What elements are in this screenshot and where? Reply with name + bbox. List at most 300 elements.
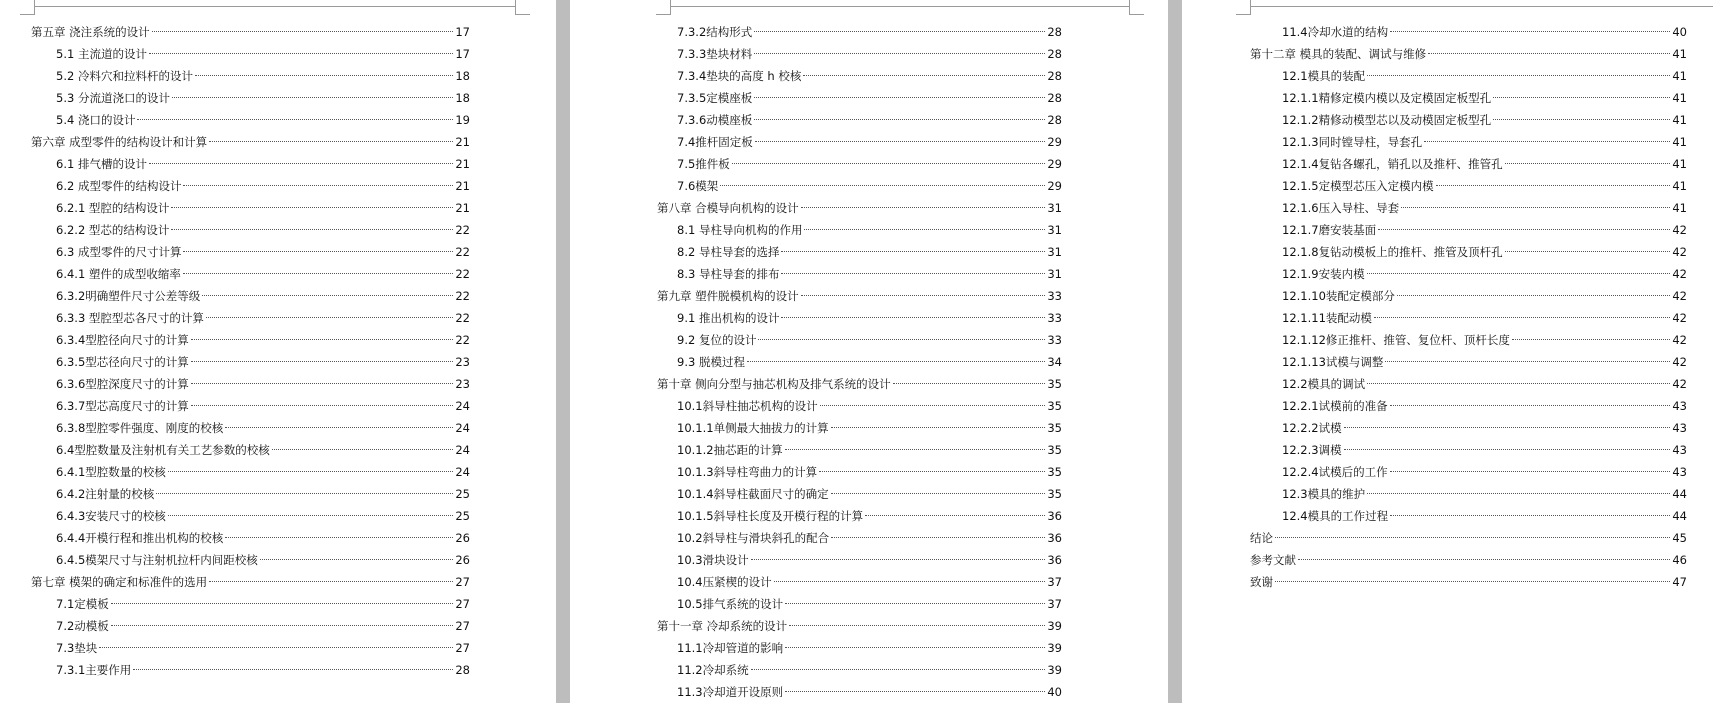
toc-entry[interactable] — [1282, 373, 1687, 395]
toc-dot-leader — [781, 251, 1045, 252]
toc-dot-leader — [785, 603, 1045, 604]
toc-dot-leader — [183, 185, 453, 186]
page-gap — [556, 0, 570, 703]
toc-entry[interactable] — [1282, 21, 1687, 43]
toc-entry[interactable] — [1250, 527, 1687, 549]
toc-dot-leader — [168, 471, 454, 472]
toc-entry[interactable] — [1282, 285, 1687, 307]
toc-entry-title: 12.2模具的调试 — [1282, 377, 1366, 391]
toc-entry[interactable] — [56, 593, 470, 615]
toc-entry-page-number: 43 — [1672, 421, 1687, 435]
toc-dot-leader — [1493, 119, 1670, 120]
toc-entry[interactable] — [56, 307, 470, 329]
toc-entry-page-number: 33 — [1047, 333, 1062, 347]
toc-entry[interactable] — [56, 395, 470, 417]
toc-dot-leader — [272, 449, 454, 450]
toc-entry-title: 6.3.8型腔零件强度、刚度的校核 — [56, 421, 224, 435]
toc-entry[interactable] — [1282, 351, 1687, 373]
toc-entry[interactable] — [56, 197, 470, 219]
toc-entry[interactable] — [677, 395, 1062, 417]
toc-dot-leader — [803, 75, 1045, 76]
toc-entry-page-number: 31 — [1047, 201, 1062, 215]
toc-entry-title: 7.3垫块 — [56, 641, 98, 655]
toc-dot-leader — [785, 449, 1046, 450]
toc-entry[interactable] — [1282, 197, 1687, 219]
toc-entry-title: 12.2.4试模后的工作 — [1282, 465, 1388, 479]
toc-entry[interactable] — [677, 659, 1062, 681]
toc-entry-title: 5.3 分流道浇口的设计 — [56, 91, 170, 105]
toc-dot-leader — [801, 207, 1046, 208]
toc-entry[interactable] — [677, 593, 1062, 615]
toc-entry-title: 6.3.6型腔深度尺寸的计算 — [56, 377, 189, 391]
toc-entry[interactable] — [56, 373, 470, 395]
toc-entry-title: 12.1.3同时镗导柱，导套孔 — [1282, 135, 1423, 149]
toc-dot-leader — [202, 295, 453, 296]
toc-entry-page-number: 22 — [455, 311, 470, 325]
toc-entry-page-number: 22 — [455, 245, 470, 259]
page-gap — [1168, 0, 1182, 703]
toc-entry-page-number: 25 — [455, 509, 470, 523]
toc-dot-leader — [149, 53, 453, 54]
toc-entry-title: 6.3.2明确塑件尺寸公差等级 — [56, 289, 201, 303]
toc-entry[interactable] — [1282, 483, 1687, 505]
toc-entry-title: 5.1 主流道的设计 — [56, 47, 147, 61]
toc-entry-page-number: 35 — [1047, 465, 1062, 479]
toc-entry-page-number: 41 — [1672, 135, 1687, 149]
toc-dot-leader — [183, 251, 453, 252]
toc-entry-title: 第十章 侧向分型与抽芯机构及排气系统的设计 — [657, 377, 891, 391]
toc-entry-page-number: 37 — [1047, 597, 1062, 611]
toc-dot-leader — [156, 493, 453, 494]
toc-dot-leader — [789, 625, 1045, 626]
toc-entry[interactable] — [1282, 461, 1687, 483]
toc-entry-title: 6.2.1 型腔的结构设计 — [56, 201, 170, 215]
toc-entry[interactable] — [677, 43, 1062, 65]
toc-entry-page-number: 35 — [1047, 443, 1062, 457]
toc-dot-leader — [99, 647, 453, 648]
toc-entry-title: 结论 — [1250, 531, 1273, 545]
toc-entry[interactable] — [677, 549, 1062, 571]
toc-dot-leader — [820, 405, 1046, 406]
toc-entry-page-number: 24 — [455, 421, 470, 435]
toc-entry[interactable] — [677, 65, 1062, 87]
toc-dot-leader — [1378, 229, 1670, 230]
toc-dot-leader — [191, 405, 454, 406]
toc-dot-leader — [751, 669, 1046, 670]
toc-entry-title: 12.1.13试模与调整 — [1282, 355, 1384, 369]
toc-dot-leader — [1512, 339, 1670, 340]
toc-entry-page-number: 18 — [455, 69, 470, 83]
toc-entry[interactable] — [657, 197, 1062, 219]
toc-dot-leader — [893, 383, 1046, 384]
toc-entry-page-number: 28 — [455, 663, 470, 677]
toc-entry[interactable] — [1282, 505, 1687, 527]
toc-entry[interactable] — [56, 527, 470, 549]
toc-entry-title: 第五章 浇注系统的设计 — [31, 25, 150, 39]
toc-entry[interactable] — [677, 637, 1062, 659]
toc-entry[interactable] — [56, 615, 470, 637]
toc-entry[interactable] — [56, 219, 470, 241]
toc-entry[interactable] — [677, 131, 1062, 153]
toc-entry[interactable] — [56, 153, 470, 175]
toc-page-2 — [570, 0, 1168, 703]
margin-corner-mark — [515, 0, 530, 15]
toc-entry[interactable] — [677, 351, 1062, 373]
toc-entry[interactable] — [1282, 131, 1687, 153]
toc-entry-title: 7.2动模板 — [56, 619, 109, 633]
toc-dot-leader — [225, 427, 453, 428]
toc-entry-title: 12.1.1精修定模内模以及定模固定板型孔 — [1282, 91, 1492, 105]
toc-entry[interactable] — [677, 153, 1062, 175]
toc-entry-title: 8.1 导柱导向机构的作用 — [677, 223, 803, 237]
toc-entry-page-number: 21 — [455, 135, 470, 149]
toc-entry-title: 12.1.5定模型芯压入定模内模 — [1282, 179, 1434, 193]
toc-entry-title: 11.3冷却道开设原则 — [677, 685, 784, 699]
toc-entry[interactable] — [56, 175, 470, 197]
toc-entry-page-number: 27 — [455, 641, 470, 655]
toc-entry[interactable] — [1282, 307, 1687, 329]
toc-dot-leader — [754, 31, 1045, 32]
toc-entry[interactable] — [1250, 549, 1687, 571]
margin-guide-line — [34, 6, 516, 7]
toc-entry[interactable] — [677, 483, 1062, 505]
toc-dot-leader — [801, 295, 1046, 296]
toc-entry[interactable] — [677, 109, 1062, 131]
margin-corner-mark — [656, 0, 671, 15]
toc-entry[interactable] — [56, 263, 470, 285]
toc-entry-page-number: 42 — [1672, 311, 1687, 325]
toc-entry[interactable] — [1282, 65, 1687, 87]
toc-entry-page-number: 31 — [1047, 223, 1062, 237]
toc-entry[interactable] — [1282, 87, 1687, 109]
toc-entry-title: 12.1.8复钻动模板上的推杆、推管及顶杆孔 — [1282, 245, 1503, 259]
toc-entry-page-number: 36 — [1047, 531, 1062, 545]
toc-entry-page-number: 35 — [1047, 399, 1062, 413]
toc-entry-page-number: 22 — [455, 289, 470, 303]
toc-entry-page-number: 41 — [1672, 179, 1687, 193]
toc-entry-page-number: 23 — [455, 377, 470, 391]
toc-entry-title: 第十一章 冷却系统的设计 — [657, 619, 788, 633]
toc-entry-page-number: 27 — [455, 597, 470, 611]
toc-entry-page-number: 42 — [1672, 355, 1687, 369]
toc-dot-leader — [1390, 405, 1671, 406]
toc-dot-leader — [1505, 251, 1671, 252]
toc-entry[interactable] — [56, 417, 470, 439]
toc-dot-leader — [754, 53, 1045, 54]
toc-entry-page-number: 40 — [1672, 25, 1687, 39]
toc-entry-page-number: 22 — [455, 223, 470, 237]
toc-entry[interactable] — [1282, 417, 1687, 439]
toc-entry[interactable] — [31, 21, 470, 43]
toc-dot-leader — [732, 163, 1046, 164]
toc-entry[interactable] — [657, 285, 1062, 307]
toc-entry[interactable] — [677, 461, 1062, 483]
toc-dot-leader — [1424, 141, 1670, 142]
toc-dot-leader — [191, 383, 454, 384]
toc-entry-page-number: 19 — [455, 113, 470, 127]
toc-entry-title: 7.3.1主要作用 — [56, 663, 132, 677]
toc-entry-page-number: 28 — [1047, 113, 1062, 127]
toc-entry[interactable] — [56, 505, 470, 527]
margin-corner-mark — [20, 0, 35, 15]
toc-entry[interactable] — [1282, 219, 1687, 241]
toc-entry-page-number: 24 — [455, 443, 470, 457]
toc-dot-leader — [152, 31, 454, 32]
toc-entry[interactable] — [657, 373, 1062, 395]
toc-entry-title: 12.1.6压入导柱、导套 — [1282, 201, 1400, 215]
toc-entry[interactable] — [1282, 439, 1687, 461]
toc-entry-page-number: 34 — [1047, 355, 1062, 369]
toc-dot-leader — [1367, 383, 1670, 384]
toc-dot-leader — [1401, 207, 1670, 208]
toc-entry-title: 6.3.5型芯径向尺寸的计算 — [56, 355, 189, 369]
toc-entry-page-number: 36 — [1047, 553, 1062, 567]
toc-entry[interactable] — [677, 175, 1062, 197]
toc-entry-page-number: 42 — [1672, 223, 1687, 237]
toc-dot-leader — [804, 229, 1045, 230]
toc-entry-page-number: 45 — [1672, 531, 1687, 545]
toc-entry-page-number: 29 — [1047, 135, 1062, 149]
toc-dot-leader — [260, 559, 454, 560]
toc-entry-page-number: 41 — [1672, 47, 1687, 61]
toc-entry-title: 11.1冷却管道的影响 — [677, 641, 784, 655]
toc-dot-leader — [754, 119, 1045, 120]
toc-entry-page-number: 27 — [455, 575, 470, 589]
toc-entry-page-number: 41 — [1672, 201, 1687, 215]
toc-entry[interactable] — [56, 241, 470, 263]
toc-entry[interactable] — [1282, 241, 1687, 263]
toc-entry-page-number: 42 — [1672, 245, 1687, 259]
toc-entry-title: 6.4.1型腔数量的校核 — [56, 465, 166, 479]
toc-entry-page-number: 42 — [1672, 377, 1687, 391]
toc-entry-page-number: 35 — [1047, 421, 1062, 435]
toc-entry-title: 10.4压紧楔的设计 — [677, 575, 772, 589]
toc-entry-page-number: 33 — [1047, 289, 1062, 303]
toc-entry-title: 6.4.1 塑件的成型收缩率 — [56, 267, 181, 281]
toc-entry[interactable] — [677, 329, 1062, 351]
toc-entry[interactable] — [677, 219, 1062, 241]
toc-entry-title: 10.1.2抽芯距的计算 — [677, 443, 783, 457]
toc-entry-title: 第八章 合模导向机构的设计 — [657, 201, 799, 215]
toc-entry-title: 12.1.4复钻各螺孔，销孔以及推杆、推管孔 — [1282, 157, 1503, 171]
toc-entry-page-number: 28 — [1047, 69, 1062, 83]
toc-entry[interactable] — [56, 43, 470, 65]
toc-entry-page-number: 36 — [1047, 509, 1062, 523]
margin-corner-mark — [1236, 0, 1251, 15]
toc-entry-page-number: 47 — [1672, 575, 1687, 589]
toc-entry[interactable] — [56, 285, 470, 307]
toc-entry-page-number: 41 — [1672, 91, 1687, 105]
toc-entry[interactable] — [56, 329, 470, 351]
toc-entry[interactable] — [677, 681, 1062, 703]
toc-entry[interactable] — [677, 417, 1062, 439]
toc-dot-leader — [781, 317, 1045, 318]
toc-entry-title: 12.1.11装配动模 — [1282, 311, 1372, 325]
toc-entry[interactable] — [56, 351, 470, 373]
toc-entry[interactable] — [677, 307, 1062, 329]
toc-entry[interactable] — [1282, 175, 1687, 197]
toc-dot-leader — [1436, 185, 1671, 186]
toc-entry-title: 7.5推件板 — [677, 157, 730, 171]
toc-dot-leader — [1275, 581, 1670, 582]
toc-entry[interactable] — [1282, 263, 1687, 285]
toc-entry-page-number: 46 — [1672, 553, 1687, 567]
toc-entry-page-number: 42 — [1672, 333, 1687, 347]
toc-entry-title: 12.2.2试模 — [1282, 421, 1342, 435]
toc-entry-page-number: 39 — [1047, 619, 1062, 633]
toc-dot-leader — [1367, 75, 1670, 76]
toc-entry-title: 6.4.5模架尺寸与注射机拉杆内间距校核 — [56, 553, 258, 567]
toc-entry-title: 6.4型腔数量及注射机有关工艺参数的校核 — [56, 443, 270, 457]
toc-dot-leader — [1390, 515, 1670, 516]
toc-entry-page-number: 28 — [1047, 91, 1062, 105]
toc-entry-title: 7.6模架 — [677, 179, 719, 193]
toc-entry-title: 10.1.4斜导柱截面尺寸的确定 — [677, 487, 829, 501]
toc-entry-page-number: 28 — [1047, 25, 1062, 39]
toc-entry[interactable] — [56, 659, 470, 681]
toc-entry[interactable] — [1250, 571, 1687, 593]
toc-entry[interactable] — [1282, 329, 1687, 351]
toc-dot-leader — [1344, 427, 1671, 428]
toc-dot-leader — [1374, 317, 1670, 318]
toc-entry-page-number: 24 — [455, 399, 470, 413]
toc-entry-page-number: 21 — [455, 157, 470, 171]
toc-entry-title: 9.3 脱模过程 — [677, 355, 745, 369]
toc-dot-leader — [133, 669, 453, 670]
toc-dot-leader — [183, 273, 453, 274]
toc-dot-leader — [785, 647, 1045, 648]
toc-entry-page-number: 43 — [1672, 465, 1687, 479]
toc-entry[interactable] — [31, 571, 470, 593]
toc-entry-page-number: 41 — [1672, 113, 1687, 127]
toc-entry-title: 10.1.1单侧最大抽拔力的计算 — [677, 421, 829, 435]
toc-entry[interactable] — [677, 241, 1062, 263]
toc-entry[interactable] — [31, 131, 470, 153]
toc-entry-title: 10.3滑块设计 — [677, 553, 749, 567]
toc-entry-title: 7.3.3垫块材料 — [677, 47, 753, 61]
margin-guide-line — [1250, 6, 1713, 7]
toc-entry-page-number: 37 — [1047, 575, 1062, 589]
toc-entry[interactable] — [1250, 43, 1687, 65]
toc-dot-leader — [195, 75, 453, 76]
toc-dot-leader — [1298, 559, 1670, 560]
toc-dot-leader — [1367, 273, 1671, 274]
toc-entry-page-number: 44 — [1672, 509, 1687, 523]
toc-entry-title: 6.3.4型腔径向尺寸的计算 — [56, 333, 189, 347]
toc-page-3 — [1182, 0, 1713, 703]
toc-entry-title: 10.1.3斜导柱弯曲力的计算 — [677, 465, 818, 479]
toc-entry-page-number: 44 — [1672, 487, 1687, 501]
toc-entry-title: 11.2冷却系统 — [677, 663, 749, 677]
toc-entry-title: 第六章 成型零件的结构设计和计算 — [31, 135, 208, 149]
toc-entry-title: 12.4模具的工作过程 — [1282, 509, 1389, 523]
toc-entry[interactable] — [677, 87, 1062, 109]
toc-entry[interactable] — [677, 263, 1062, 285]
toc-dot-leader — [1428, 53, 1670, 54]
toc-entry[interactable] — [56, 65, 470, 87]
toc-dot-leader — [206, 317, 453, 318]
toc-entry-page-number: 33 — [1047, 311, 1062, 325]
toc-entry-page-number: 31 — [1047, 267, 1062, 281]
toc-entry-page-number: 22 — [455, 333, 470, 347]
toc-entry-title: 7.3.4垫块的高度 h 校核 — [677, 69, 802, 83]
toc-dot-leader — [831, 537, 1045, 538]
toc-entry[interactable] — [56, 87, 470, 109]
toc-dot-leader — [831, 427, 1046, 428]
toc-entry-title: 7.4推杆固定板 — [677, 135, 753, 149]
toc-entry-page-number: 21 — [455, 179, 470, 193]
toc-entry-title: 7.1定模板 — [56, 597, 109, 611]
toc-entry-page-number: 39 — [1047, 663, 1062, 677]
toc-entry[interactable] — [56, 439, 470, 461]
toc-dot-leader — [758, 339, 1045, 340]
toc-entry-title: 10.1.5斜导柱长度及开模行程的计算 — [677, 509, 864, 523]
toc-entry-title: 6.1 排气槽的设计 — [56, 157, 147, 171]
toc-page-1 — [0, 0, 556, 703]
toc-dot-leader — [168, 515, 454, 516]
toc-dot-leader — [209, 581, 453, 582]
toc-entry-title: 7.3.6动模座板 — [677, 113, 753, 127]
toc-dot-leader — [172, 97, 453, 98]
toc-entry-page-number: 18 — [455, 91, 470, 105]
toc-entry-page-number: 26 — [455, 531, 470, 545]
toc-entry[interactable] — [677, 439, 1062, 461]
margin-corner-mark — [1129, 0, 1144, 15]
toc-entry-title: 10.1斜导柱抽芯机构的设计 — [677, 399, 818, 413]
toc-entry[interactable] — [56, 637, 470, 659]
toc-entry-title: 9.1 推出机构的设计 — [677, 311, 780, 325]
toc-dot-leader — [225, 537, 453, 538]
toc-entry[interactable] — [677, 505, 1062, 527]
margin-guide-line — [670, 6, 1130, 7]
toc-dot-leader — [754, 97, 1045, 98]
toc-entry-page-number: 35 — [1047, 377, 1062, 391]
toc-entry-title: 12.2.3调模 — [1282, 443, 1342, 457]
toc-entry[interactable] — [1282, 153, 1687, 175]
toc-dot-leader — [720, 185, 1045, 186]
toc-entry-page-number: 24 — [455, 465, 470, 479]
toc-entry-page-number: 22 — [455, 267, 470, 281]
toc-entry[interactable] — [56, 549, 470, 571]
toc-entry[interactable] — [677, 21, 1062, 43]
toc-entry[interactable] — [677, 571, 1062, 593]
toc-entry-title: 12.3模具的维护 — [1282, 487, 1366, 501]
toc-entry-page-number: 39 — [1047, 641, 1062, 655]
toc-entry[interactable] — [56, 109, 470, 131]
toc-entry-title: 参考文献 — [1250, 553, 1296, 567]
toc-entry-page-number: 35 — [1047, 487, 1062, 501]
toc-dot-leader — [137, 119, 453, 120]
toc-dot-leader — [171, 207, 453, 208]
toc-entry-page-number: 27 — [455, 619, 470, 633]
toc-dot-leader — [747, 361, 1045, 362]
toc-dot-leader — [111, 625, 454, 626]
toc-entry[interactable] — [1282, 395, 1687, 417]
toc-entry[interactable] — [657, 615, 1062, 637]
toc-entry-title: 12.1.10装配定模部分 — [1282, 289, 1395, 303]
toc-entry[interactable] — [1282, 109, 1687, 131]
toc-entry-title: 第九章 塑件脱模机构的设计 — [657, 289, 799, 303]
toc-dot-leader — [755, 141, 1046, 142]
toc-entry-page-number: 41 — [1672, 157, 1687, 171]
toc-entry[interactable] — [677, 527, 1062, 549]
toc-entry[interactable] — [56, 461, 470, 483]
toc-entry-title: 6.2 成型零件的结构设计 — [56, 179, 182, 193]
toc-entry[interactable] — [56, 483, 470, 505]
toc-dot-leader — [1493, 97, 1670, 98]
toc-entry-page-number: 28 — [1047, 47, 1062, 61]
toc-dot-leader — [191, 361, 454, 362]
